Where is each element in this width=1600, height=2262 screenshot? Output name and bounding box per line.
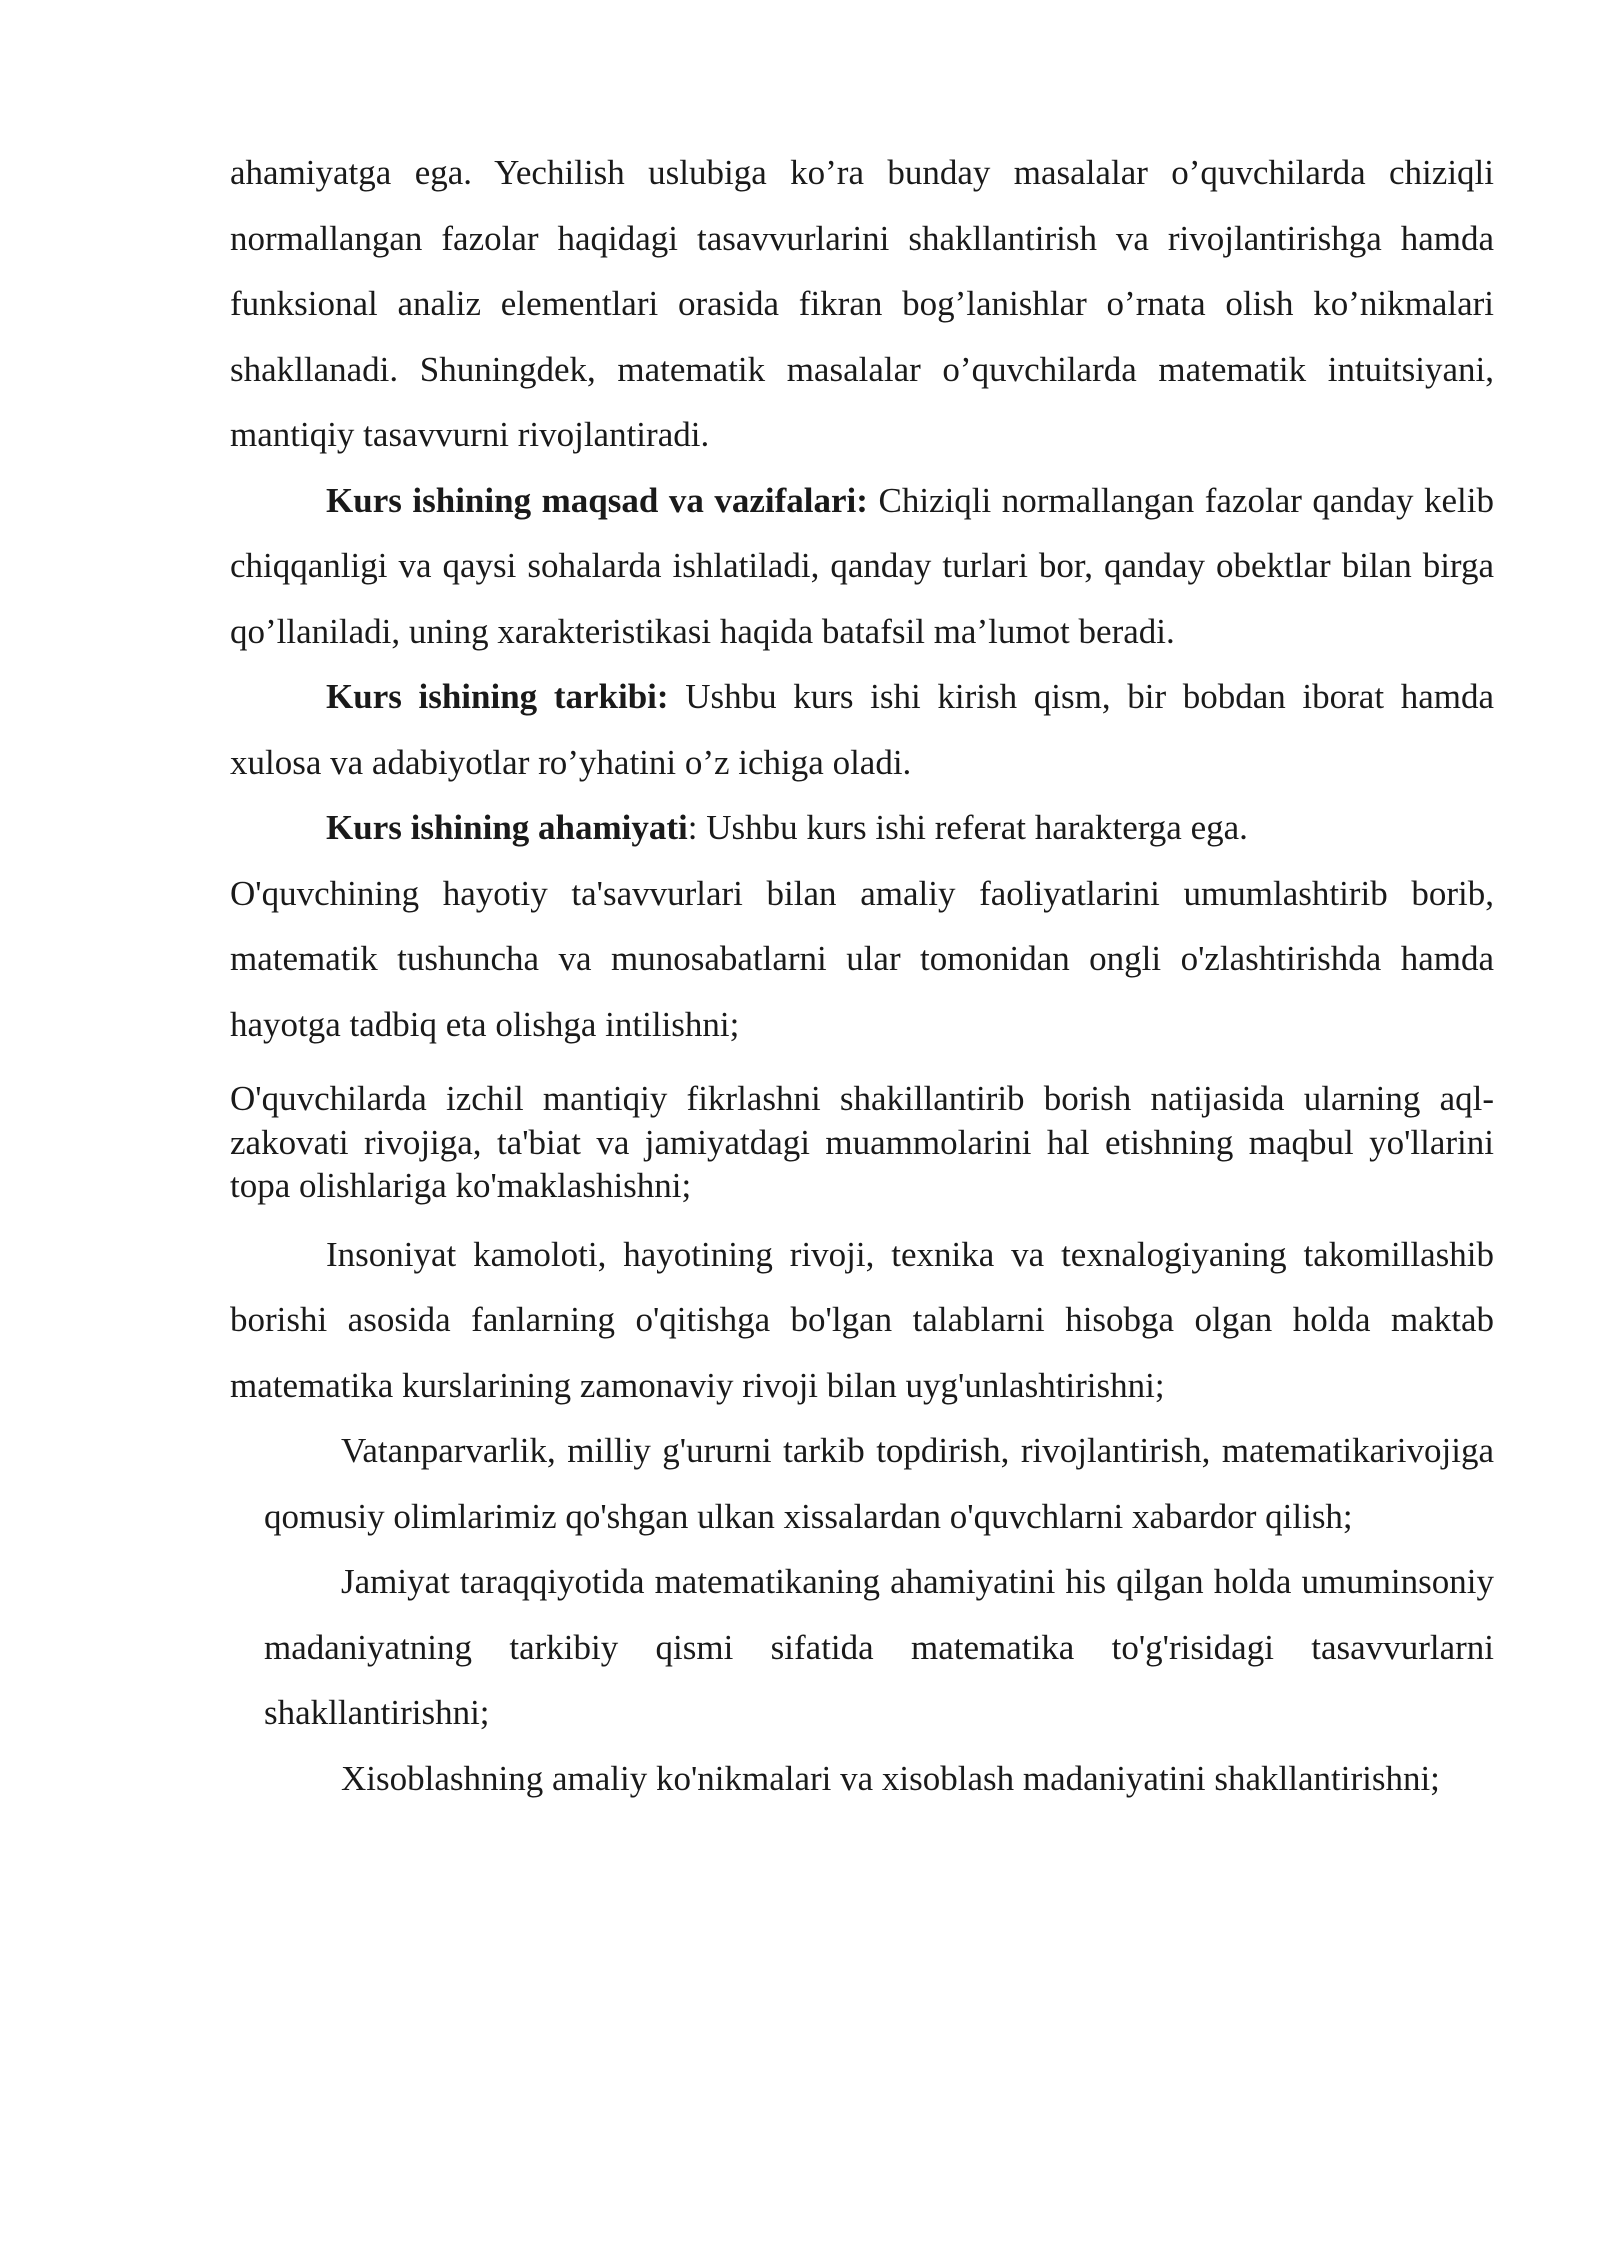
paragraph-patriotism: Vatanparvarlik, milliy g'ururni tarkib topdirish, rivojlantirish, matematikarivojiga qomusiy olimlarimiz qo'shgan ulkan xissalardan o'quvchlarni xabardor qilish; <box>264 1431 1494 1536</box>
importance-heading: Kurs ishining ahamiyati <box>326 808 688 847</box>
paragraph-calculation-skills: Xisoblashning amaliy ko'nikmalari va xisoblash madaniyatini shakllantirishni; <box>341 1758 1440 1798</box>
paragraph-structure <box>230 664 1494 795</box>
paragraph-humanity-progress: Insoniyat kamoloti, hayotining rivoji, texnika va texnalogiyaning takomillashib borishi asosida fanlarning o'qitishga bo'lgan talablarni hisobga olgan holda maktab matematika kurslarining zamonaviy rivoji bilan uyg'unlashtirishni; <box>230 1234 1494 1405</box>
goals-text: Chiziqli normallangan fazolar qanday kelib chiqqanligi va qaysi sohalarda ishlatiladi, qanday turlari bor, qanday obektlar bilan birga qo’llaniladi, uning xarakteristikasi haqida batafsil ma’lumot beradi. <box>230 480 1495 651</box>
importance-text: : Ushbu kurs ishi referat harakterga ega. <box>687 808 1248 847</box>
structure-text: Ushbu kurs ishi kirish qism, bir bobdan iborat hamda xulosa va adabiyotlar ro’yhatini o’z ichiga oladi. <box>230 677 1494 782</box>
paragraph-goals <box>230 468 1494 665</box>
paragraph-intro: ahamiyatga ega. Yechilish uslubiga ko’ra bunday masalalar o’quvchilarda chiziqli normallangan fazolar haqidagi tasavvurlarini shakllantirish va rivojlantirishga hamda funksional analiz elementlari orasida fikran bog’lanishlar o’rnata olish ko’nikmalari shakllanadi. Shuningdek, matematik masalalar o’quvchilarda matematik intuitsiyani, mantiqiy tasavvurni rivojlantiradi. <box>230 153 1494 454</box>
document-page <box>230 140 1494 1811</box>
structure-heading: Kurs ishining tarkibi: <box>326 677 669 716</box>
goals-heading: Kurs ishining maqsad va vazifalari: <box>326 480 868 520</box>
paragraph-society-development: Jamiyat taraqqiyotida matematikaning ahamiyatini his qilgan holda umuminsoniy madaniyatning tarkibiy qismi sifatida matematika to'g'risidagi tasavvurlarni shakllantirishni; <box>264 1562 1494 1732</box>
paragraph-logical-thinking: O'quvchilarda izchil mantiqiy fikrlashni shakillantirib borish natijasida ularning aql-zakovati rivojiga, ta'biat va jamiyatdagi muammolarini hal etishning maqbul yo'llarini topa olishlariga ko'maklashishni; <box>230 1079 1494 1205</box>
paragraph-importance <box>230 795 1494 861</box>
paragraph-pupil-life: O'quvchining hayotiy ta'savvurlari bilan amaliy faoliyatlarini umumlashtirib borib, matematik tushuncha va munosabatlarni ular tomonidan ongli o'zlashtirishda hamda hayotga tadbiq eta olishga intilishni; <box>230 873 1494 1044</box>
